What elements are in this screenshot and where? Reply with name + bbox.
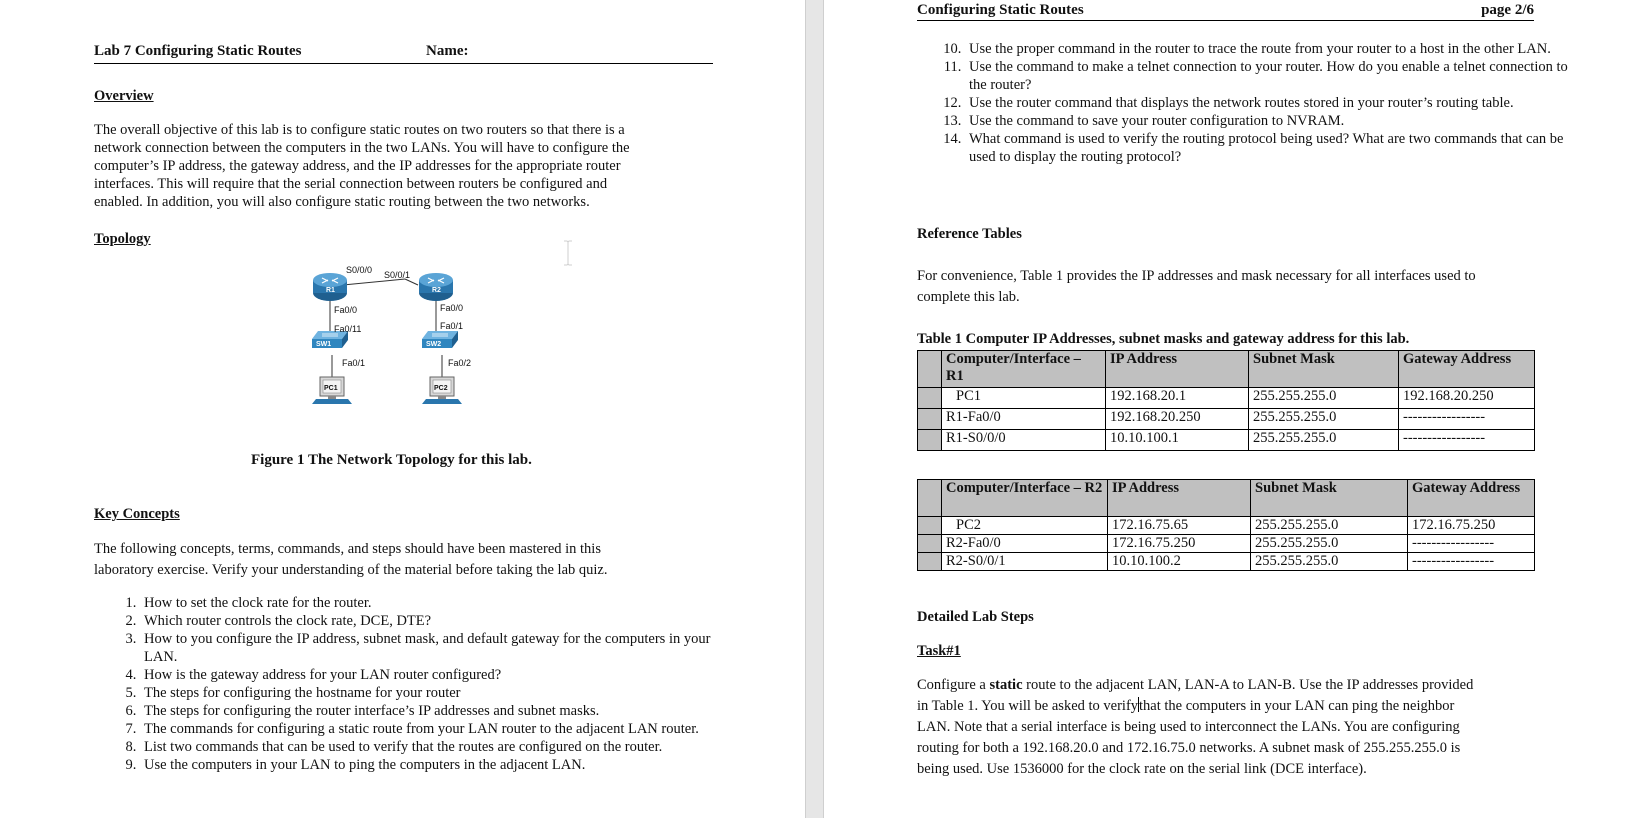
list-item: 4. How is the gateway address for your LAN router configured? xyxy=(140,666,740,684)
header-cell: Computer/Interface – R1 xyxy=(942,351,1106,388)
overview-line: computer’s IP address, the gateway address, and the IP addresses for the appropriate router xyxy=(94,158,621,174)
steps-list-continued xyxy=(917,40,1581,166)
interface-label: Fa0/1 xyxy=(440,321,464,331)
r1-label: R1 xyxy=(326,287,335,294)
figure-caption: Figure 1 The Network Topology for this lab. xyxy=(251,452,532,468)
table-cell: ----------------- xyxy=(1399,409,1535,430)
text-cursor-icon xyxy=(563,240,573,266)
table-cell: R2-Fa0/0 xyxy=(942,535,1108,553)
table-row xyxy=(918,409,1535,430)
table-cell: 172.16.75.65 xyxy=(1108,517,1251,535)
list-item: 10. Use the proper command in the router to trace the route from your router to a host in the other LAN. xyxy=(965,40,1581,58)
interface-label: S0/0/0 xyxy=(346,265,373,275)
table-cell: 255.255.255.0 xyxy=(1249,388,1399,409)
key-concepts-intro xyxy=(94,539,714,581)
reference-line: For convenience, Table 1 provides the IP addresses and mask necessary for all interfaces used to xyxy=(917,268,1476,284)
sw1-label: SW1 xyxy=(316,341,332,348)
table-cell: 255.255.255.0 xyxy=(1249,409,1399,430)
overview-heading: Overview xyxy=(94,88,154,104)
router-r2-icon xyxy=(419,273,453,301)
document-page-left xyxy=(0,0,805,818)
table-caption: Table 1 Computer IP Addresses, subnet masks and gateway address for this lab. xyxy=(917,331,1410,347)
pc2-icon xyxy=(422,377,462,404)
task-text: Configure a xyxy=(917,677,990,693)
table-cell: R2-S0/0/1 xyxy=(942,553,1108,571)
page-gutter xyxy=(805,0,824,818)
table-row xyxy=(918,553,1535,571)
network-topology-diagram xyxy=(310,263,510,435)
task-text-bold: static xyxy=(989,677,1023,693)
page-header xyxy=(94,41,713,64)
table-cell: 192.168.20.250 xyxy=(1399,388,1535,409)
overview-line: The overall objective of this lab is to configure static routes on two routers so that there is a xyxy=(94,122,625,138)
table-row xyxy=(918,430,1535,451)
interface-label: Fa0/0 xyxy=(334,305,358,315)
document-title: Lab 7 Configuring Static Routes xyxy=(94,43,302,59)
table-cell: ----------------- xyxy=(1408,553,1535,571)
header-cell: Computer/Interface – R2 xyxy=(942,480,1108,517)
table-header-row xyxy=(918,351,1535,388)
header-cell: IP Address xyxy=(1106,351,1249,388)
table-row xyxy=(918,388,1535,409)
overview-paragraph xyxy=(94,121,714,211)
list-item: 13. Use the command to save your router configuration to NVRAM. xyxy=(965,112,1581,130)
interface-label: Fa0/2 xyxy=(448,358,472,368)
page-header-right xyxy=(917,0,1534,21)
overview-line: interfaces. This will require that the serial connection between routers be configured and xyxy=(94,176,608,192)
detailed-steps-heading: Detailed Lab Steps xyxy=(917,609,1034,625)
name-label: Name: xyxy=(426,43,469,59)
reference-paragraph xyxy=(917,266,1537,308)
table-header-row xyxy=(918,480,1535,517)
task-text: that the computers in your LAN can ping the neighbor xyxy=(1139,698,1455,714)
switch-sw2-icon xyxy=(422,331,458,348)
key-concepts-heading: Key Concepts xyxy=(94,506,180,522)
router-r1-icon xyxy=(313,273,347,301)
pc1-label: PC1 xyxy=(324,385,338,392)
interface-label: Fa0/1 xyxy=(342,358,366,368)
table-cell: 10.10.100.2 xyxy=(1108,553,1251,571)
overview-line: network connection between the computers in the two LANs. You will have to configure the xyxy=(94,140,630,156)
r2-label: R2 xyxy=(432,287,441,294)
table-cell: 255.255.255.0 xyxy=(1251,535,1408,553)
list-item: 6. The steps for configuring the router interface’s IP addresses and subnet masks. xyxy=(140,702,740,720)
header-cell: Subnet Mask xyxy=(1251,480,1408,517)
table-cell: 255.255.255.0 xyxy=(1249,430,1399,451)
task-text: in Table 1. You will be asked to verify xyxy=(917,698,1139,714)
list-item: 11. Use the command to make a telnet connection to your router. How do you enable a telnet connection to the router? xyxy=(965,58,1581,94)
header-title: Configuring Static Routes xyxy=(917,2,1084,18)
task-line: LAN. Note that a serial interface is being used to interconnect the LANs. You are configuring xyxy=(917,719,1460,735)
task-paragraph xyxy=(917,675,1542,780)
page-number: page 2/6 xyxy=(1481,2,1534,18)
pc1-icon xyxy=(312,377,352,404)
list-item: 5. The steps for configuring the hostname for your router xyxy=(140,684,740,702)
table-cell: 172.16.75.250 xyxy=(1108,535,1251,553)
ip-table-r1 xyxy=(917,350,1535,451)
pc2-label: PC2 xyxy=(434,385,448,392)
header-cell: Gateway Address xyxy=(1408,480,1535,517)
list-item: 9. Use the computers in your LAN to ping the computers in the adjacent LAN. xyxy=(140,756,740,774)
overview-line: enabled. In addition, you will also configure static routing between the two networks. xyxy=(94,194,590,210)
header-cell: Gateway Address xyxy=(1399,351,1535,388)
sw2-label: SW2 xyxy=(426,341,442,348)
task-line xyxy=(917,696,1542,717)
reference-tables-heading: Reference Tables xyxy=(917,226,1022,242)
list-item: 7. The commands for configuring a static route from your LAN router to the adjacent LAN router. xyxy=(140,720,740,738)
task-heading: Task#1 xyxy=(917,643,961,659)
table-cell: 172.16.75.250 xyxy=(1408,517,1535,535)
table-cell: ----------------- xyxy=(1399,430,1535,451)
intro-line: laboratory exercise. Verify your understanding of the material before taking the lab quiz. xyxy=(94,562,608,578)
table-cell: 192.168.20.250 xyxy=(1106,409,1249,430)
ip-table-r2 xyxy=(917,479,1535,571)
interface-label: Fa0/0 xyxy=(440,303,464,313)
table-cell: 10.10.100.1 xyxy=(1106,430,1249,451)
table-cell: PC1 xyxy=(942,388,1106,409)
reference-line: complete this lab. xyxy=(917,289,1020,305)
table-row xyxy=(918,535,1535,553)
list-item: 12. Use the router command that displays the network routes stored in your router’s routing table. xyxy=(965,94,1581,112)
key-concepts-list xyxy=(94,594,740,774)
table-cell: R1-Fa0/0 xyxy=(942,409,1106,430)
task-line xyxy=(917,675,1542,696)
task-line: being used. Use 1536000 for the clock rate on the serial link (DCE interface). xyxy=(917,761,1367,777)
list-item: 2. Which router controls the clock rate, DCE, DTE? xyxy=(140,612,740,630)
interface-label: S0/0/1 xyxy=(384,270,411,280)
list-item: 3. How to you configure the IP address, subnet mask, and default gateway for the computers in your LAN. xyxy=(140,630,740,666)
table-cell: PC2 xyxy=(942,517,1108,535)
header-cell: IP Address xyxy=(1108,480,1251,517)
list-item: 1. How to set the clock rate for the router. xyxy=(140,594,740,612)
list-item: 14. What command is used to verify the routing protocol being used? What are two commands that can be used to display the routing protocol? xyxy=(965,130,1581,166)
table-cell: 255.255.255.0 xyxy=(1251,553,1408,571)
interface-label: Fa0/11 xyxy=(334,324,362,334)
table-cell: R1-S0/0/0 xyxy=(942,430,1106,451)
intro-line: The following concepts, terms, commands, and steps should have been mastered in this xyxy=(94,541,601,557)
task-line: routing for both a 192.168.20.0 and 172.16.75.0 networks. A subnet mask of 255.255.255.0 is xyxy=(917,740,1461,756)
task-text: route to the adjacent LAN, LAN-A to LAN-B. Use the IP addresses provided xyxy=(1022,677,1474,693)
header-cell: Subnet Mask xyxy=(1249,351,1399,388)
topology-heading: Topology xyxy=(94,231,151,247)
table-cell: ----------------- xyxy=(1408,535,1535,553)
table-cell: 192.168.20.1 xyxy=(1106,388,1249,409)
table-cell: 255.255.255.0 xyxy=(1251,517,1408,535)
list-item: 8. List two commands that can be used to verify that the routes are configured on the router. xyxy=(140,738,740,756)
table-row xyxy=(918,517,1535,535)
